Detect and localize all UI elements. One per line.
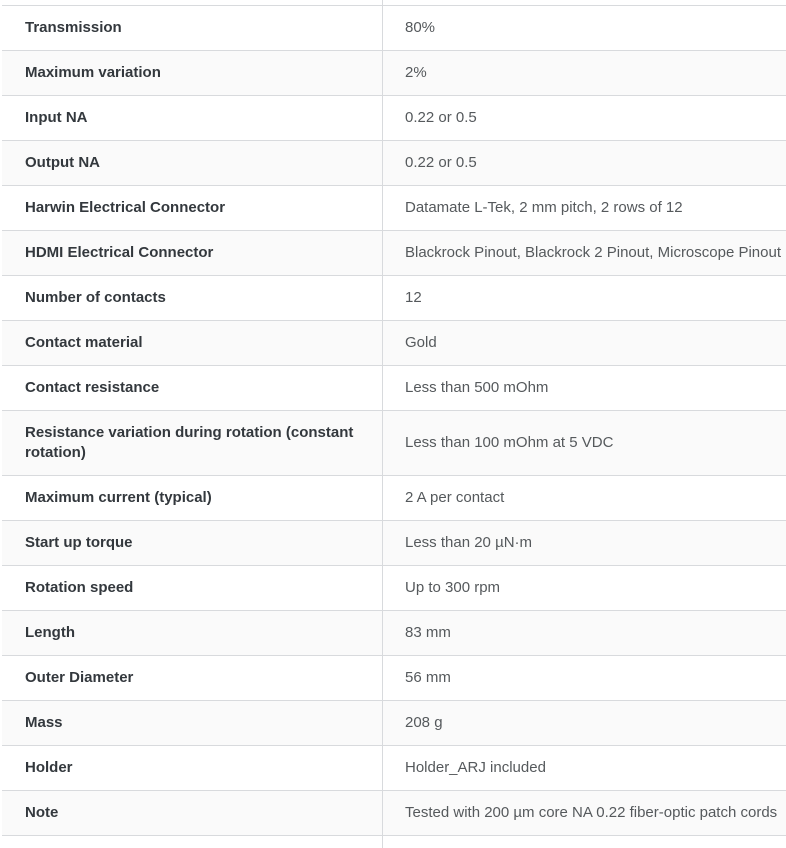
spec-property-value: 80%	[383, 6, 786, 51]
spec-property-value: 2%	[383, 51, 786, 96]
spec-table-row	[2, 476, 786, 521]
partial-row-bottom	[2, 836, 786, 848]
spec-property-value: Less than 20 µN·m	[383, 521, 786, 566]
spec-table-row	[2, 411, 786, 476]
partial-row-bottom-value-cell	[383, 836, 786, 848]
spec-property-value: Gold	[383, 321, 786, 366]
spec-property-label: Note	[2, 791, 383, 836]
partial-row-bottom-label-cell	[2, 836, 383, 848]
spec-table-row	[2, 276, 786, 321]
spec-table-row	[2, 186, 786, 231]
spec-property-value: Datamate L-Tek, 2 mm pitch, 2 rows of 12	[383, 186, 786, 231]
spec-property-value: Less than 100 mOhm at 5 VDC	[383, 411, 786, 476]
spec-table-row	[2, 141, 786, 186]
spec-property-value: Up to 300 rpm	[383, 566, 786, 611]
spec-table-row	[2, 656, 786, 701]
spec-property-label: Holder	[2, 746, 383, 791]
spec-property-label: Harwin Electrical Connector	[2, 186, 383, 231]
spec-property-value: Holder_ARJ included	[383, 746, 786, 791]
spec-property-value: Less than 500 mOhm	[383, 366, 786, 411]
spec-table-row	[2, 231, 786, 276]
spec-property-value: Tested with 200 µm core NA 0.22 fiber-optic patch cords	[383, 791, 786, 836]
spec-property-label: Rotation speed	[2, 566, 383, 611]
spec-table-row	[2, 566, 786, 611]
spec-property-value: 208 g	[383, 701, 786, 746]
spec-property-value: Blackrock Pinout, Blackrock 2 Pinout, Microscope Pinout	[383, 231, 786, 276]
partial-row-top-label-cell	[2, 0, 383, 5]
spec-property-label: Maximum current (typical)	[2, 476, 383, 521]
spec-table-row	[2, 366, 786, 411]
spec-property-label: Mass	[2, 701, 383, 746]
spec-table-row	[2, 96, 786, 141]
spec-property-label: Resistance variation during rotation (constant rotation)	[2, 411, 383, 476]
spec-property-value: 0.22 or 0.5	[383, 96, 786, 141]
spec-property-label: Contact resistance	[2, 366, 383, 411]
partial-row-top-value-cell	[383, 0, 786, 5]
spec-property-value: 12	[383, 276, 786, 321]
spec-table-row	[2, 321, 786, 366]
spec-property-label: Contact material	[2, 321, 383, 366]
spec-property-label: Start up torque	[2, 521, 383, 566]
spec-property-value: 83 mm	[383, 611, 786, 656]
spec-property-label: Outer Diameter	[2, 656, 383, 701]
spec-property-label: Maximum variation	[2, 51, 383, 96]
spec-table-row	[2, 6, 786, 51]
spec-property-label: Number of contacts	[2, 276, 383, 321]
spec-property-label: Output NA	[2, 141, 383, 186]
spec-table-row	[2, 746, 786, 791]
spec-table-row	[2, 51, 786, 96]
spec-property-label: Transmission	[2, 6, 383, 51]
spec-table-row	[2, 611, 786, 656]
spec-property-label: HDMI Electrical Connector	[2, 231, 383, 276]
spec-table-row	[2, 791, 786, 836]
spec-property-value: 2 A per contact	[383, 476, 786, 521]
specification-table	[2, 0, 786, 848]
spec-property-value: 0.22 or 0.5	[383, 141, 786, 186]
spec-property-label: Length	[2, 611, 383, 656]
spec-table-body	[2, 6, 786, 836]
spec-property-value: 56 mm	[383, 656, 786, 701]
spec-property-label: Input NA	[2, 96, 383, 141]
spec-table-row	[2, 521, 786, 566]
spec-table-row	[2, 701, 786, 746]
